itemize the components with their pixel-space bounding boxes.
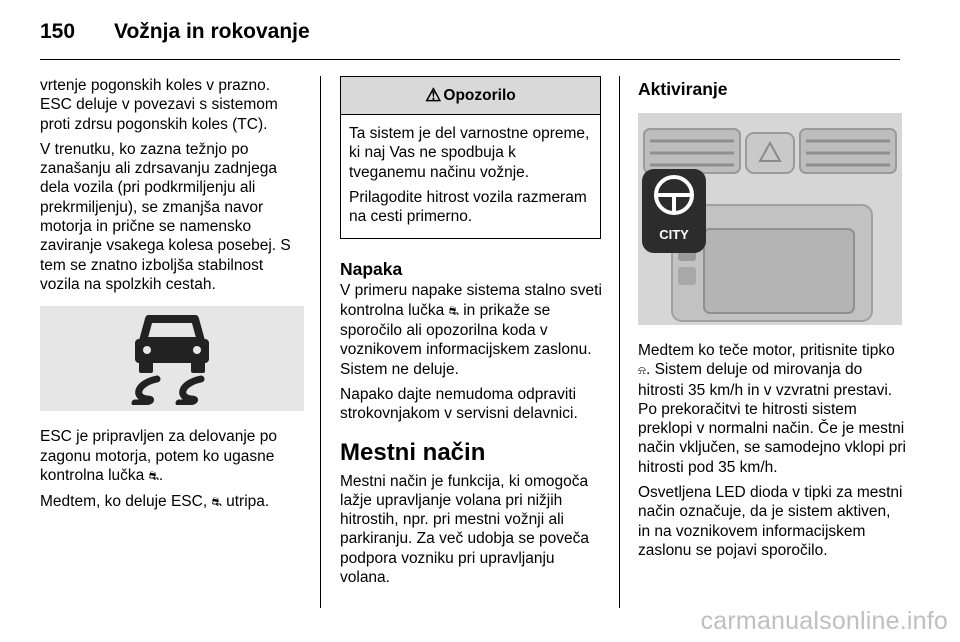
fault-heading: Napaka bbox=[340, 259, 403, 280]
column-divider-1 bbox=[320, 76, 321, 608]
warning-box bbox=[340, 76, 601, 239]
warning-triangle-icon: ⚠ bbox=[425, 84, 442, 105]
esc-paragraph-4: Medtem, ko deluje ESC, ⛐ utripa. bbox=[40, 493, 270, 511]
esc-paragraph-3: ESC je pripravljen za delovanje po zagonu motorja, potem ko ugasne kontrolna lučka ⛐. bbox=[40, 428, 277, 484]
city-mode-heading: Mestni način bbox=[340, 438, 486, 466]
esc-lamp-icon: ⛐ bbox=[211, 495, 222, 510]
column-divider-2 bbox=[619, 76, 620, 608]
dashboard-illustration bbox=[638, 113, 902, 325]
city-button-label: CITY bbox=[659, 227, 689, 242]
fault-paragraph-1: V primeru napake sistema stalno sveti kontrolna lučka ⛐ in prikaže se sporočilo ali opozorilna koda v voznikovem informacijskem zaslonu. Sistem ne deluje. bbox=[340, 282, 602, 378]
esc-skid-figure bbox=[40, 306, 304, 411]
esc-lamp-icon: ⛐ bbox=[148, 468, 159, 483]
warning-body bbox=[341, 115, 600, 238]
warning-title: Opozorilo bbox=[443, 86, 516, 104]
column-left bbox=[40, 76, 306, 518]
city-steering-icon: ⍾ bbox=[638, 363, 646, 378]
header-rule bbox=[40, 59, 900, 60]
city-mode-paragraph: Mestni način je funkcija, ki omogoča lažje upravljanje volana pri nižjih hitrostih, npr. pri mestni vožnji ali parkiranju. Za več udobja se poveča podpora vozniku pri upravljanju volana. bbox=[340, 472, 590, 587]
page-header bbox=[40, 18, 900, 48]
esc-paragraph-1: vrtenje pogonskih koles v prazno. ESC deluje v povezavi s sistemom proti zdrsu pogonskih koles (TC). bbox=[40, 77, 278, 133]
fault-paragraph-2: Napako dajte nemudoma odpraviti strokovnjakom v servisni delavnici. bbox=[340, 385, 578, 423]
warning-header bbox=[341, 77, 600, 115]
warning-paragraph-1: Ta sistem je del varnostne opreme, ki naj Vas ne spodbuja k tveganemu načinu vožnje. bbox=[349, 125, 590, 181]
warning-paragraph-2: Prilagodite hitrost vozila razmeram na cesti primerno. bbox=[349, 188, 587, 226]
watermark: carmanualsonline.info bbox=[700, 607, 948, 635]
page-title: Vožnja in rokovanje bbox=[114, 20, 310, 43]
activation-paragraph-2: Osvetljena LED dioda v tipki za mestni način označuje, da je sistem aktiven, in na voznikovem informacijskem zaslonu se pojavi sporočilo. bbox=[638, 484, 903, 559]
esc-lamp-icon: ⛐ bbox=[448, 303, 459, 318]
esc-paragraph-2: V trenutku, ko zazna težnjo po zanašanju ali zdrsavanju zadnjega dela vozila (pri podkrmiljenju ali prekrmiljenju), se zmanjša navor motorja in prične se namensko zaviranje vsakega kolesa posebej. S tem se znatno izboljša stabilnost vozila na spolzkih cestah. bbox=[40, 140, 291, 293]
activation-heading: Aktiviranje bbox=[638, 79, 728, 99]
activation-paragraph-1: Medtem ko teče motor, pritisnite tipko ⍾. Sistem deluje od mirovanja do hitrosti 35 km/h in v vzvratni prestavi. Po prekoračitvi te hitrosti sistem preklopi v normalni način. Če je mestni način vključen, se samodejno vklopi pri hitrosti pod 35 km/h. bbox=[638, 342, 906, 476]
column-right bbox=[638, 76, 906, 566]
page-number: 150 bbox=[40, 20, 76, 43]
esc-skid-icon bbox=[127, 313, 217, 405]
column-middle bbox=[340, 76, 605, 593]
dashboard-figure bbox=[638, 113, 902, 325]
